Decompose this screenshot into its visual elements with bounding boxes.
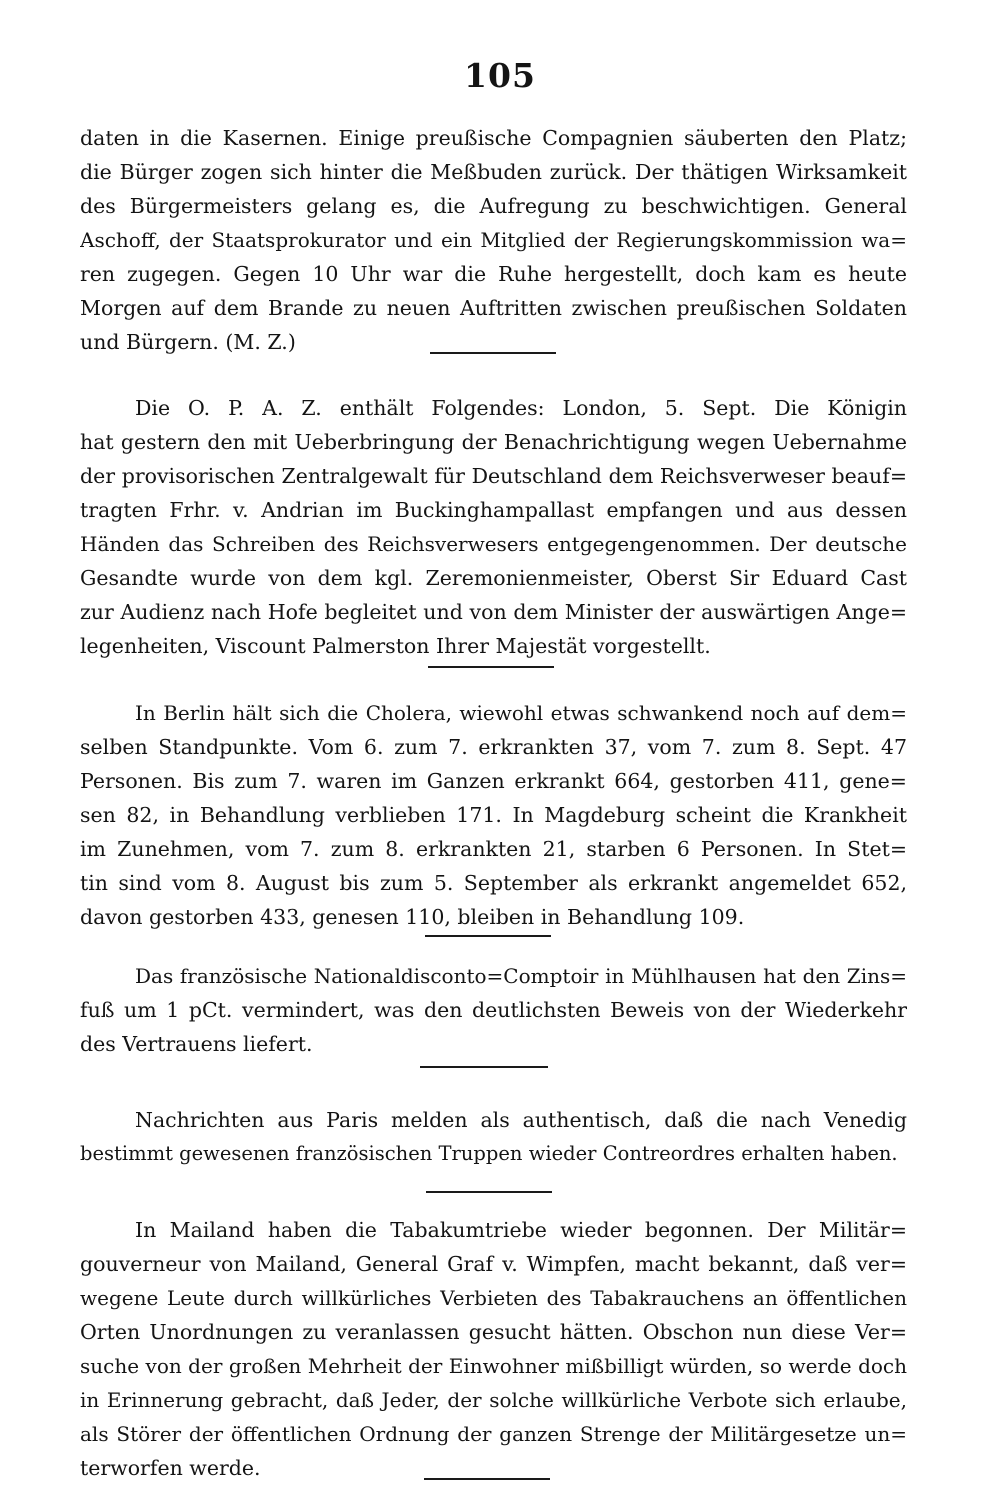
page-number: 105 xyxy=(464,56,536,95)
text-line: Händen das Schreiben des Reichsverwesers entgegengenommen. Der deutsche xyxy=(80,532,907,556)
text-line: gouverneur von Mailand, General Graf v. Wimpfen, macht bekannt, daß ver= xyxy=(80,1252,907,1276)
text-line: des Vertrauens liefert. xyxy=(80,1032,313,1056)
text-line: in Erinnerung gebracht, daß Jeder, der solche willkürliche Verbote sich erlaube, xyxy=(80,1388,907,1412)
text-line: Orten Unordnungen zu veranlassen gesucht hätten. Obschon nun diese Ver= xyxy=(80,1320,907,1344)
text-line: suche von der großen Mehrheit der Einwohner mißbilligt würden, so werde doch xyxy=(80,1354,907,1378)
section-divider xyxy=(424,1478,550,1480)
text-line: des Bürgermeisters gelang es, die Aufregung zu beschwichtigen. General xyxy=(80,194,907,218)
text-line: tragten Frhr. v. Andrian im Buckinghampallast empfangen und aus dessen xyxy=(80,498,907,522)
section-divider xyxy=(426,1191,552,1193)
paragraph-comptoir-interest xyxy=(80,959,907,1061)
section-divider xyxy=(430,352,556,354)
text-line: hat gestern den mit Ueberbringung der Benachrichtigung wegen Uebernahme xyxy=(80,430,907,454)
text-line: Gesandte wurde von dem kgl. Zeremonienmeister, Oberst Sir Eduard Cast xyxy=(80,566,907,590)
text-line: In Berlin hält sich die Cholera, wiewohl etwas schwankend noch auf dem= xyxy=(135,701,907,725)
text-line: und Bürgern. (M. Z.) xyxy=(80,330,296,354)
text-line: die Bürger zogen sich hinter die Meßbuden zurück. Der thätigen Wirksamkeit xyxy=(80,160,907,184)
text-line: Nachrichten aus Paris melden als authentisch, daß die nach Venedig xyxy=(135,1108,907,1132)
paragraph-aachen-unrest xyxy=(80,121,907,359)
paragraph-paris-troops xyxy=(80,1103,907,1171)
text-line: ren zugegen. Gegen 10 Uhr war die Ruhe hergestellt, doch kam es heute xyxy=(80,262,907,286)
text-line: fuß um 1 pCt. vermindert, was den deutlichsten Beweis von der Wiederkehr xyxy=(80,998,907,1022)
paragraph-london-audience xyxy=(80,391,907,663)
text-line: terworfen werde. xyxy=(80,1456,261,1480)
text-line: wegene Leute durch willkürliches Verbieten des Tabakrauchens an öffentlichen xyxy=(80,1286,907,1310)
paragraph-cholera-report xyxy=(80,696,907,934)
text-line: zur Audienz nach Hofe begleitet und von dem Minister der auswärtigen Ange= xyxy=(80,600,907,624)
text-line: der provisorischen Zentralgewalt für Deutschland dem Reichsverweser beauf= xyxy=(80,464,907,488)
section-divider xyxy=(425,935,551,937)
text-line: selben Standpunkte. Vom 6. zum 7. erkrankten 37, vom 7. zum 8. Sept. 47 xyxy=(80,735,907,759)
section-divider xyxy=(428,666,554,668)
text-line: tin sind vom 8. August bis zum 5. September als erkrankt angemeldet 652, xyxy=(80,871,907,895)
text-line: Das französische Nationaldisconto=Comptoir in Mühlhausen hat den Zins= xyxy=(135,964,907,988)
section-divider xyxy=(420,1066,548,1068)
text-line: bestimmt gewesenen französischen Truppen wieder Contreordres erhalten haben. xyxy=(80,1142,898,1165)
text-line: als Störer der öffentlichen Ordnung der ganzen Strenge der Militärgesetze un= xyxy=(80,1422,907,1446)
text-line: sen 82, in Behandlung verblieben 171. In Magdeburg scheint die Krankheit xyxy=(80,803,907,827)
text-line: davon gestorben 433, genesen 110, bleiben in Behandlung 109. xyxy=(80,905,745,929)
paragraph-milan-tobacco xyxy=(80,1213,907,1485)
text-line: In Mailand haben die Tabakumtriebe wieder begonnen. Der Militär= xyxy=(135,1218,907,1242)
text-line: Aschoff, der Staatsprokurator und ein Mitglied der Regierungskommission wa= xyxy=(80,228,907,252)
text-line: Personen. Bis zum 7. waren im Ganzen erkrankt 664, gestorben 411, gene= xyxy=(80,769,907,793)
text-line: daten in die Kasernen. Einige preußische Compagnien säuberten den Platz; xyxy=(80,126,907,150)
text-line: Die O. P. A. Z. enthält Folgendes: London, 5. Sept. Die Königin xyxy=(135,396,907,420)
text-line: Morgen auf dem Brande zu neuen Auftritten zwischen preußischen Soldaten xyxy=(80,296,907,320)
text-line: legenheiten, Viscount Palmerston Ihrer Majestät vorgestellt. xyxy=(80,634,711,658)
text-line: im Zunehmen, vom 7. zum 8. erkrankten 21, starben 6 Personen. In Stet= xyxy=(80,837,907,861)
